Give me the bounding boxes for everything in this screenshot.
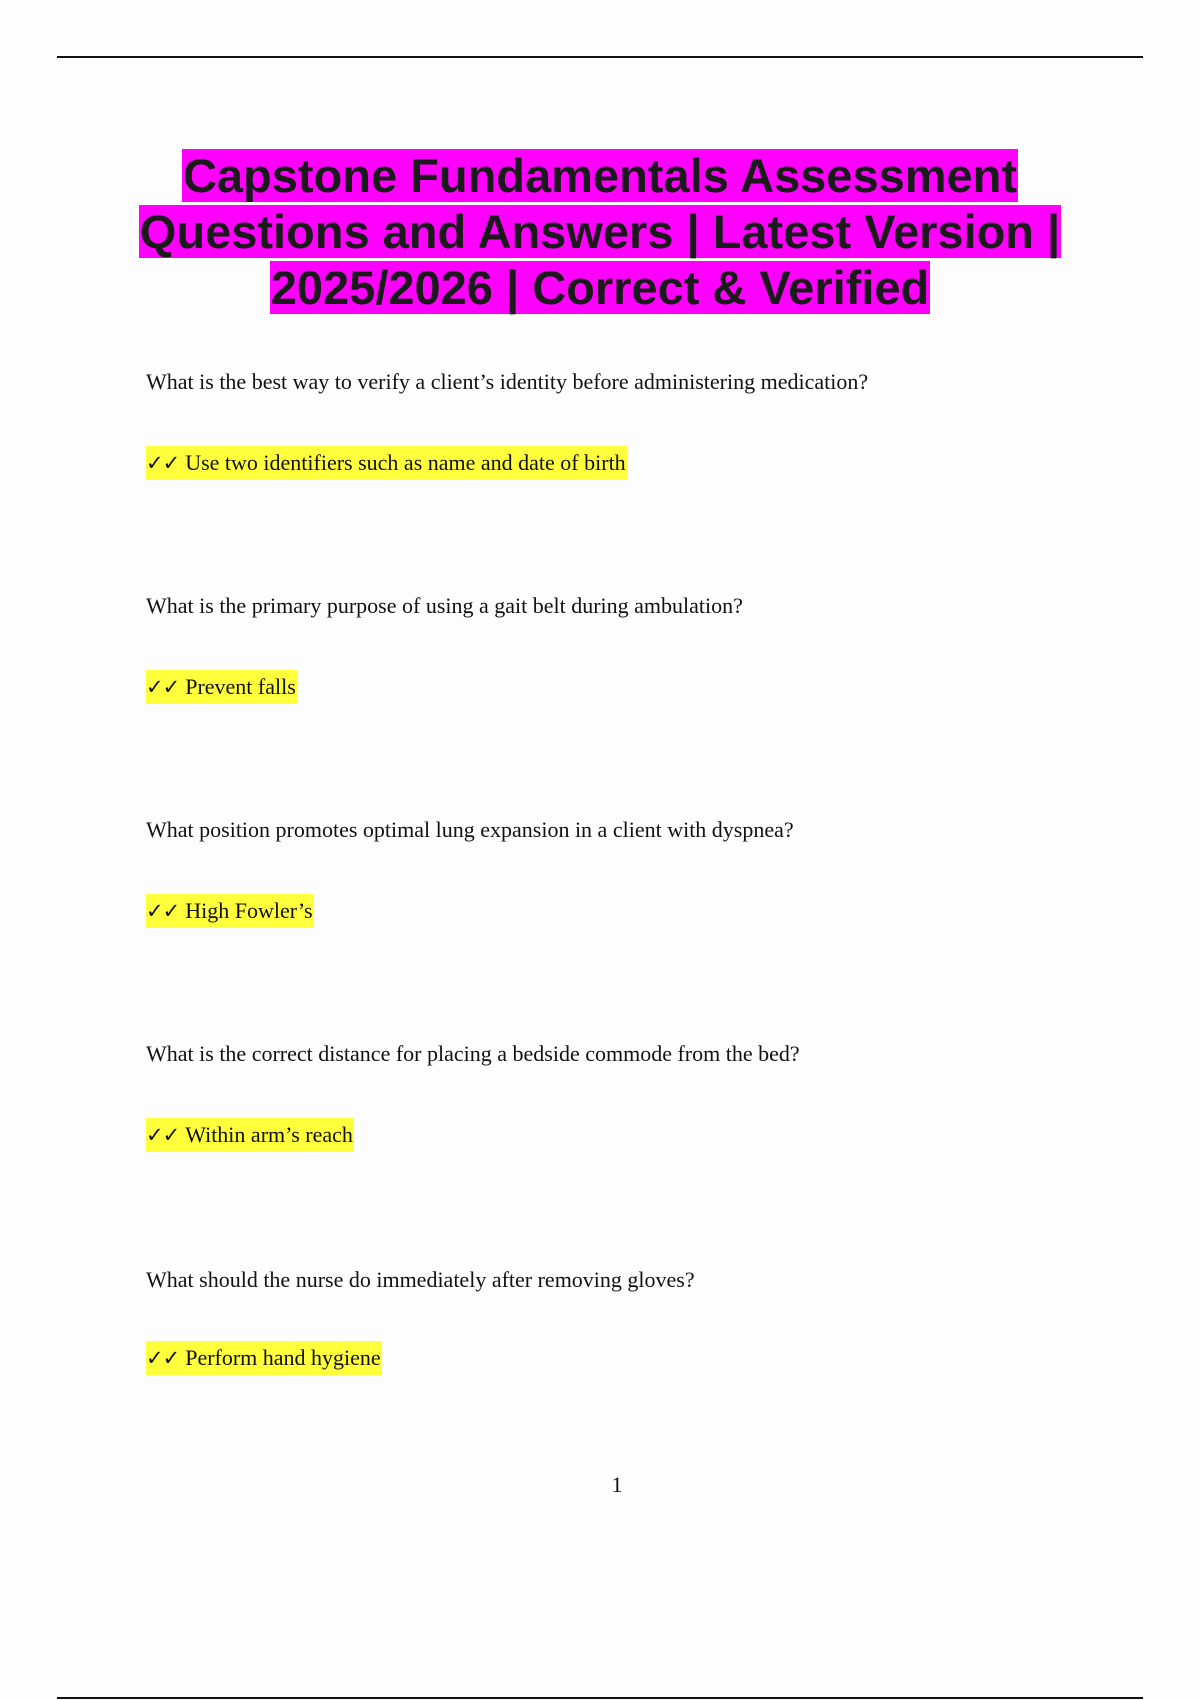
- question-5: What should the nurse do immediately after removing gloves?: [146, 1267, 695, 1292]
- double-check-icon: ✓✓: [146, 451, 180, 475]
- answer-highlight: [146, 894, 314, 928]
- question-2: What is the primary purpose of using a gait belt during ambulation?: [146, 593, 743, 618]
- question-4: What is the correct distance for placing a bedside commode from the bed?: [146, 1041, 800, 1066]
- answer-2: [146, 670, 297, 704]
- double-check-icon: ✓✓: [146, 1346, 180, 1370]
- footer-rule: [57, 1697, 1143, 1699]
- answer-4: [146, 1118, 354, 1152]
- answer-3: [146, 894, 314, 928]
- double-check-icon: ✓✓: [146, 675, 180, 699]
- answer-text: Perform hand hygiene: [185, 1345, 381, 1370]
- header-rule: [57, 56, 1143, 58]
- answer-highlight: [146, 1341, 382, 1375]
- double-check-icon: ✓✓: [146, 899, 180, 923]
- answer-highlight: [146, 446, 627, 480]
- answer-highlight: [146, 1118, 354, 1152]
- question-1: What is the best way to verify a client’s identity before administering medication?: [146, 369, 869, 394]
- answer-text: Within arm’s reach: [185, 1122, 353, 1147]
- double-check-icon: ✓✓: [146, 1123, 180, 1147]
- answer-text: Prevent falls: [185, 674, 296, 699]
- document-title-text: Capstone Fundamentals Assessment Questions and Answers | Latest Version | 2025/2026 | Correct & Verified: [139, 149, 1061, 314]
- answer-highlight: [146, 670, 297, 704]
- answer-text: High Fowler’s: [185, 898, 313, 923]
- answer-1: [146, 446, 627, 480]
- answer-text: Use two identifiers such as name and date of birth: [185, 450, 626, 475]
- answer-5: [146, 1341, 382, 1375]
- document-title: [100, 148, 1100, 316]
- question-3: What position promotes optimal lung expansion in a client with dyspnea?: [146, 817, 794, 842]
- page-number: 1: [611, 1472, 623, 1497]
